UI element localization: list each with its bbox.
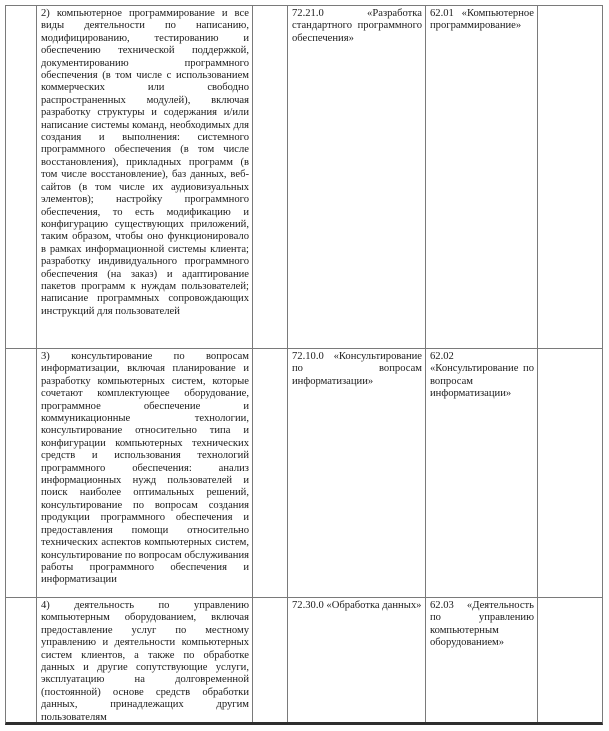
activity-description-cell: 2) компьютерное программирование и все виды деятельности по написанию, модифицированию, тестированию и обеспечению технической поддержкой, документированию программного обеспечения (в том числе с использованием коммерческих или свободно распространенных модулей), включая разработку структуры и содержания и/или написание системы команд, необходимых для создания и выполнения: системного программного обеспечения (в том числе восстановления), прикладных программ (в том числе восстановление), баз данных, веб-сайтов (в том числе их аудиовизуальных элементов); настройку программного обеспечения, то есть модификацию и конфигурацию существующих приложений, таким образом, чтобы оно функционировало в рамках информационной системы клиента; разработку индивидуального программного обеспечения (на заказ) и адаптирование пакетов программ к нуждам пользователей; написание программных сопровождающих инструкций для пользователей <box>37 6 253 348</box>
row-number-cell <box>6 598 37 722</box>
table-row <box>6 6 602 349</box>
okved-new-code-cell: 62.01 «Компьютерное программирование» <box>426 6 538 348</box>
table-row <box>6 349 602 598</box>
row-number-cell <box>6 349 37 597</box>
notes-cell <box>538 349 602 597</box>
table-row <box>6 598 602 722</box>
spacer-cell <box>253 6 288 348</box>
spacer-cell <box>253 598 288 722</box>
okved-old-code-cell: 72.21.0 «Разработка стандартного программного обеспечения» <box>288 6 426 348</box>
okved-new-code-cell: 62.03 «Деятельность по управлению компьютерным оборудованием» <box>426 598 538 722</box>
okved-old-code-cell: 72.30.0 «Обработка данных» <box>288 598 426 722</box>
okved-old-code-cell: 72.10.0 «Консультирование по вопросам информатизации» <box>288 349 426 597</box>
notes-cell <box>538 598 602 722</box>
activity-description-cell: 4) деятельность по управлению компьютерным оборудованием, включая предоставление услуг по местному управлению и деятельности компьютерных систем клиентов, а также по обработке данных и другие сопутствующие услуги, эксплуатацию на долговременной (постоянной) основе средств обработки данных, принадлежащих другим пользователям <box>37 598 253 722</box>
activity-description-cell: 3) консультирование по вопросам информатизации, включая планирование и разработку компьютерных систем, которые сочетают комплектующее оборудование, программное обеспечение и коммуникационные технологии, консультирование относительно типа и конфигурации компьютерных технических средств и использования технологий программного обеспечения: анализ информационных нужд пользователей и поиск наиболее оптимальных решений, консультирование по вопросам создания продукции программного обеспечения и предоставления помощи относительно технических аспектов компьютерных систем, консультирование по вопросам обслуживания работы программного обеспечения и информатизации <box>37 349 253 597</box>
notes-cell <box>538 6 602 348</box>
spacer-cell <box>253 349 288 597</box>
okved-new-code-cell: 62.02 «Консультирование по вопросам информатизации» <box>426 349 538 597</box>
okved-mapping-table <box>5 5 603 725</box>
row-number-cell <box>6 6 37 348</box>
